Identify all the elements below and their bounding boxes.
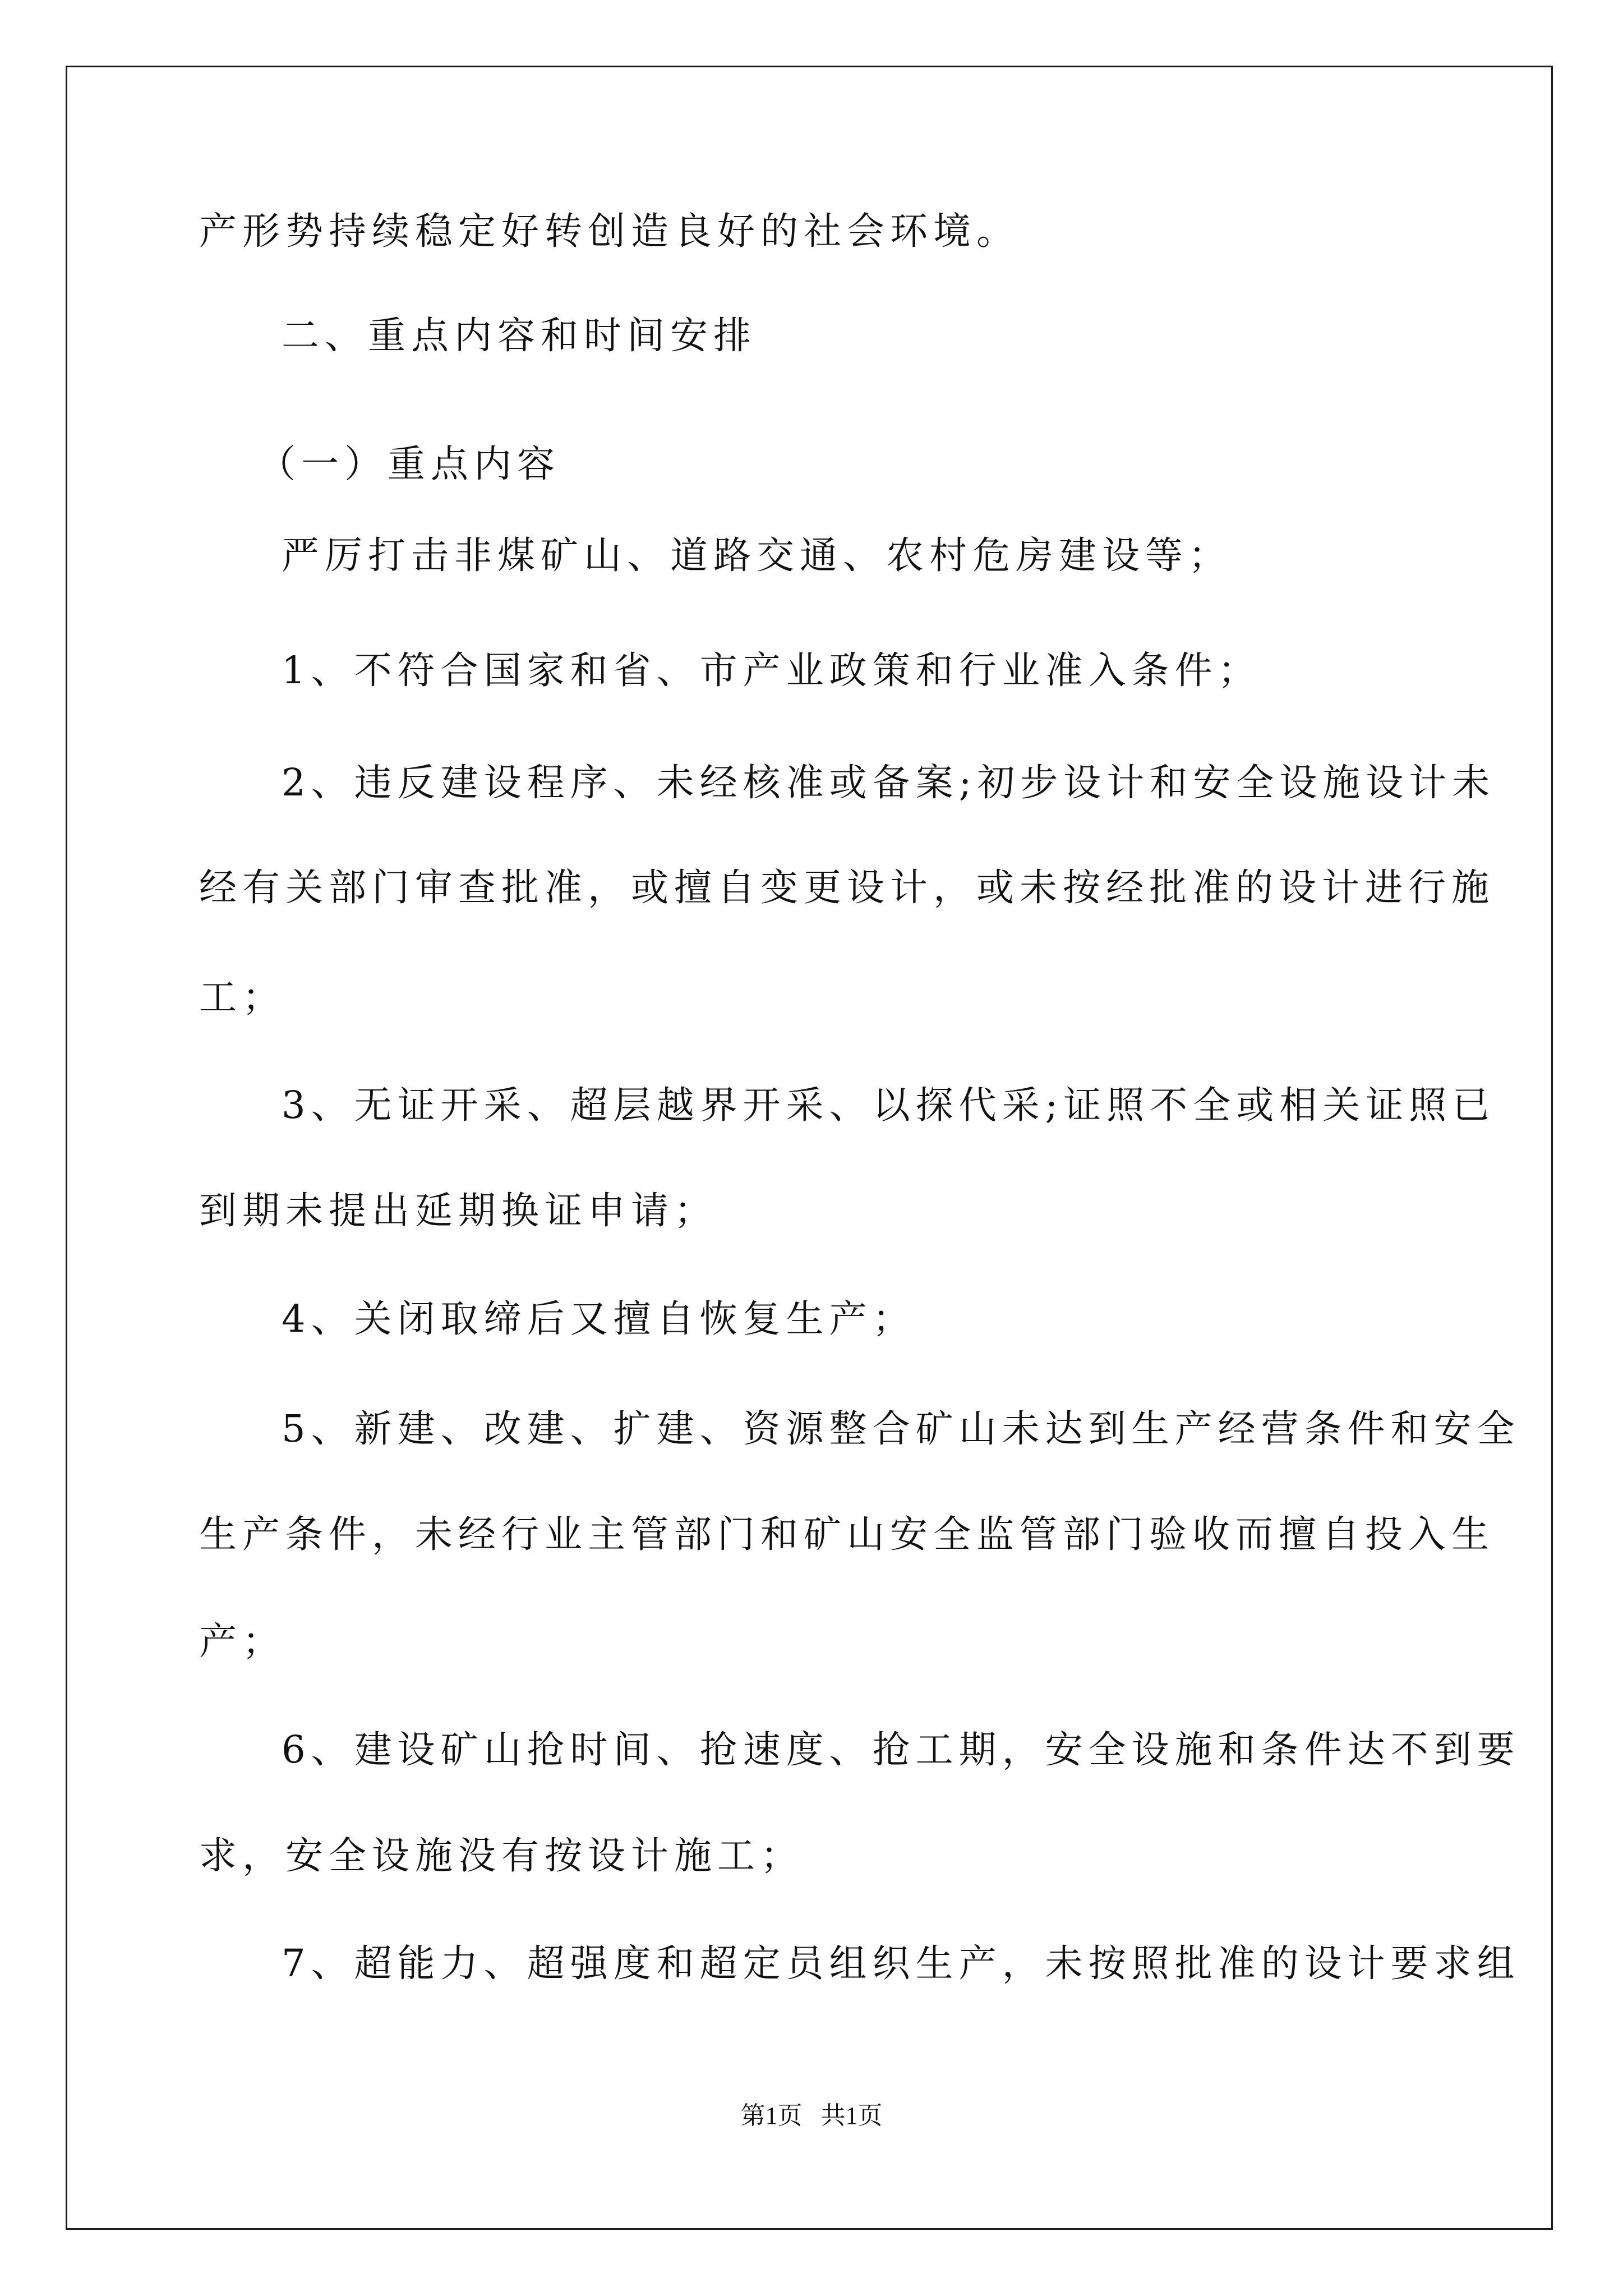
list-item-continuation: 经有关部门审查批准，或擅自变更设计，或未按经批准的设计进行施 — [199, 866, 1495, 909]
section-heading: 二、重点内容和时间安排 — [282, 314, 757, 357]
body-line: 产形势持续稳定好转创造良好的社会环境。 — [199, 209, 1020, 253]
page-border — [66, 66, 1553, 2230]
list-item-continuation: 工； — [199, 976, 285, 1019]
list-item: 2、违反建设程序、未经核准或备案;初步设计和安全设施设计未 — [282, 761, 1496, 804]
list-item-continuation: 生产条件，未经行业主管部门和矿山安全监管部门验收而擅自投入生 — [199, 1512, 1495, 1556]
list-item: 7、超能力、超强度和超定员组织生产，未按照批准的设计要求组 — [282, 1941, 1520, 1985]
body-line: 严厉打击非煤矿山、道路交通、农村危房建设等； — [282, 533, 1232, 577]
list-item: 4、关闭取缔后又擅自恢复生产； — [282, 1297, 916, 1341]
list-item: 3、无证开采、超层越界开采、以探代采;证照不全或相关证照已 — [282, 1083, 1496, 1127]
list-item-continuation: 求，安全设施没有按设计施工； — [199, 1834, 804, 1878]
page-number-footer: 第1页 共1页 — [740, 2102, 883, 2129]
list-item: 1、不符合国家和省、市产业政策和行业准入条件； — [282, 648, 1261, 692]
list-item: 5、新建、改建、扩建、资源整合矿山未达到生产经营条件和安全 — [282, 1407, 1520, 1451]
list-item-continuation: 产； — [199, 1619, 285, 1663]
subsection-heading: （一）重点内容 — [258, 442, 560, 486]
list-item-continuation: 到期未提出延期换证申请； — [199, 1189, 717, 1232]
list-item: 6、建设矿山抢时间、抢速度、抢工期，安全设施和条件达不到要 — [282, 1728, 1520, 1772]
